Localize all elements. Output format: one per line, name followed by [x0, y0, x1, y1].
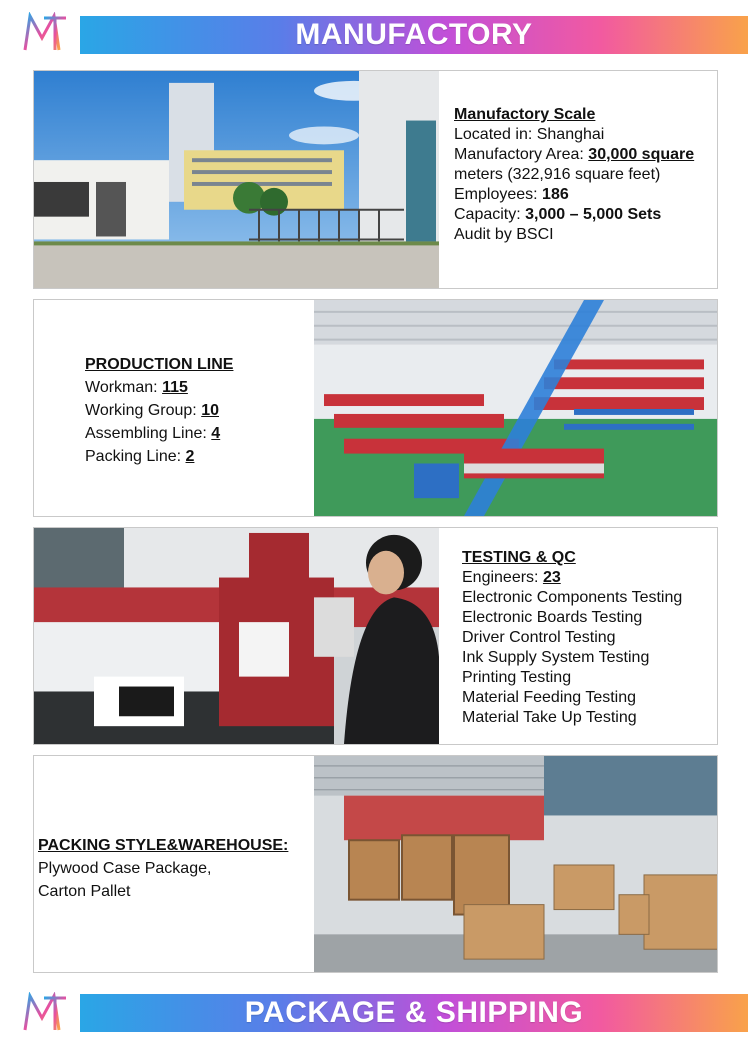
- test-item: Electronic Boards Testing: [462, 609, 643, 626]
- packing-warehouse-heading: PACKING STYLE&WAREHOUSE:: [38, 837, 289, 854]
- area-value: 30,000 square: [588, 146, 695, 163]
- brand-logo-bottom: [22, 992, 68, 1034]
- workman-row: Workman: 115: [85, 379, 188, 396]
- assembling-line-value: 4: [211, 425, 221, 442]
- engineers-value: 23: [542, 569, 561, 586]
- section-production-line: [33, 299, 718, 517]
- mt-logo-icon: [22, 992, 68, 1034]
- packing-line-value: 2: [185, 448, 195, 465]
- packing-line-1: Plywood Case Package,: [38, 860, 212, 877]
- packing-line-row: Packing Line: 2: [85, 448, 195, 465]
- section-packing-warehouse: [33, 755, 718, 973]
- warehouse-photo: [314, 756, 718, 972]
- location-row: Located in: Shanghai: [454, 126, 605, 143]
- area-row: Manufactory Area: 30,000 square: [454, 146, 695, 163]
- manufactory-scale-text: [454, 105, 694, 245]
- brand-logo: [22, 12, 68, 54]
- factory-building-photo: [34, 71, 439, 288]
- section-manufactory-scale: [33, 70, 718, 289]
- production-line-text: [85, 353, 233, 468]
- manufactory-scale-heading: Manufactory Scale: [454, 106, 596, 123]
- top-banner: [80, 16, 748, 54]
- bottom-banner-title: PACKAGE & SHIPPING: [244, 996, 584, 1029]
- test-item: Printing Testing: [462, 669, 572, 686]
- mt-logo-icon: [22, 12, 68, 54]
- testing-qc-text: [462, 548, 682, 728]
- production-floor-photo: [314, 300, 718, 516]
- test-item: Material Feeding Testing: [462, 689, 637, 706]
- test-item: Ink Supply System Testing: [462, 649, 650, 666]
- testing-qc-heading: TESTING & QC: [462, 549, 576, 566]
- top-banner-title: MANUFACTORY: [295, 18, 533, 51]
- employees-row: Employees: 186: [454, 186, 569, 203]
- production-line-heading: PRODUCTION LINE: [85, 356, 234, 373]
- audit-row: Audit by BSCI: [454, 226, 554, 243]
- capacity-row: Capacity: 3,000 – 5,000 Sets: [454, 206, 662, 223]
- capacity-value: 3,000 – 5,000 Sets: [525, 206, 662, 223]
- assembling-line-row: Assembling Line: 4: [85, 425, 221, 442]
- test-item: Driver Control Testing: [462, 629, 616, 646]
- area-row-2: meters (322,916 square feet): [454, 166, 661, 183]
- working-group-row: Working Group: 10: [85, 402, 219, 419]
- packing-line-2: Carton Pallet: [38, 883, 131, 900]
- packing-warehouse-text: [38, 834, 288, 903]
- bottom-banner: [80, 994, 748, 1032]
- engineers-row: Engineers: 23: [462, 569, 561, 586]
- working-group-value: 10: [201, 402, 219, 419]
- test-item: Electronic Components Testing: [462, 589, 683, 606]
- test-item: Material Take Up Testing: [462, 709, 637, 726]
- section-testing-qc: [33, 527, 718, 745]
- workman-value: 115: [162, 379, 188, 396]
- printer-testing-photo: [34, 528, 439, 744]
- employees-value: 186: [542, 186, 569, 203]
